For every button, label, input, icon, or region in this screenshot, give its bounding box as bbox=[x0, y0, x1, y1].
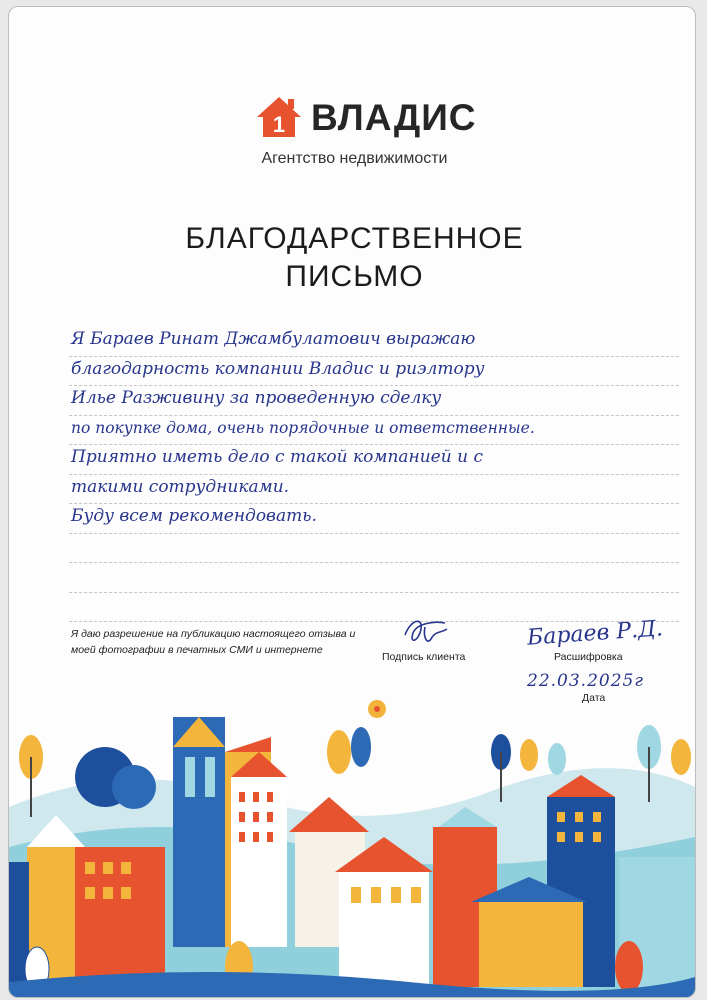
handwritten-line bbox=[69, 593, 679, 623]
city-illustration bbox=[9, 697, 695, 997]
handwritten-line: такими сотрудниками. bbox=[69, 475, 679, 505]
handwritten-line: Буду всем рекомендовать. bbox=[69, 504, 679, 534]
letter-title-line1: БЛАГОДАРСТВЕННОЕ bbox=[185, 222, 524, 255]
letter-title-line2: ПИСЬМО bbox=[285, 260, 424, 293]
publication-consent-text: Я даю разрешение на публикацию настоящего отзыва и моей фотографии в печатных СМИ и интернете bbox=[71, 628, 356, 656]
brand-name: ВЛАДИС bbox=[311, 97, 477, 138]
handwritten-line bbox=[69, 534, 679, 564]
handwritten-line: Приятно иметь дело с такой компанией и с bbox=[69, 445, 679, 475]
date-value: 22.03.2025г bbox=[527, 671, 644, 691]
vladis-logo bbox=[255, 95, 485, 141]
handwritten-line: Илье Разживину за проведенную сделку bbox=[69, 386, 679, 416]
date-label: Дата bbox=[582, 692, 606, 704]
house-logo-icon bbox=[255, 95, 303, 139]
handwritten-line: по покупке дома, очень порядочные и ответственные. bbox=[69, 416, 679, 446]
handwritten-text-area bbox=[69, 327, 679, 622]
transcript-value: Бараев Р.Д. bbox=[526, 616, 664, 651]
letter-sheet bbox=[8, 6, 696, 998]
handwritten-line: Я Бараев Ринат Джамбулатович выражаю bbox=[69, 327, 679, 357]
transcript-label: Расшифровка bbox=[554, 651, 623, 663]
handwritten-line: благодарность компании Владис и риэлтору bbox=[69, 357, 679, 387]
handwritten-line bbox=[69, 563, 679, 593]
client-signature bbox=[401, 615, 451, 651]
signature-label: Подпись клиента bbox=[382, 651, 466, 663]
logo-digit: 1 bbox=[272, 112, 286, 137]
tagline: Агентство недвижимости bbox=[261, 150, 448, 167]
